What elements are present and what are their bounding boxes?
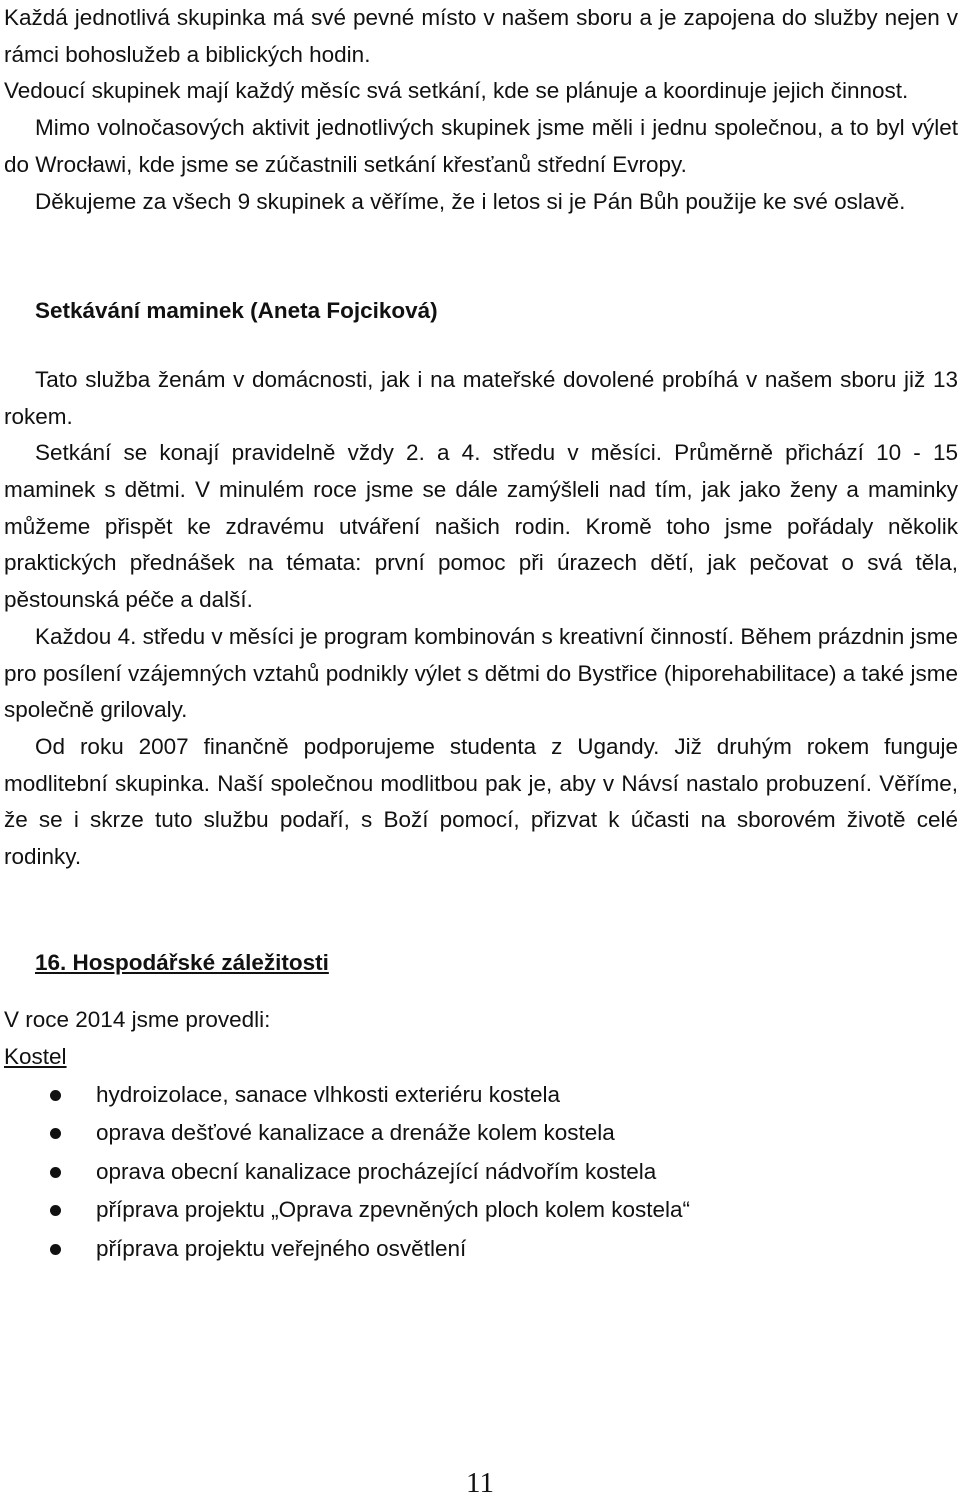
page-number: 11 (466, 1467, 494, 1499)
bullet-icon (50, 1244, 61, 1255)
groups-paragraph-2: Vedoucí skupinek mají každý měsíc svá setkání, kde se plánuje a koordinuje jejich činnost. (4, 78, 909, 104)
list-item-text: oprava dešťové kanalizace a drenáže kolem kostela (96, 1120, 615, 1146)
mothers-paragraph-1: Tato služba ženám v domácnosti, jak i na mateřské dovolené probíhá v našem sboru již 13 rokem. (4, 366, 958, 429)
mothers-paragraph-2: Setkání se konají pravidelně vždy 2. a 4. středu v měsíci. Průměrně přichází 10 - 15 maminek s dětmi. V minulém roce jsme se dále zamýšleli nad tím, jak jako ženy a maminky můžeme přispět ke zdravému utváření našich rodin. Kromě toho jsme pořádaly několik praktických přednášek na témata: první pomoc při úrazech dětí, jak pečovat o svá těla, pěstounská péče a další. (4, 440, 958, 613)
document-body (4, 0, 958, 1268)
economic-section-title: 16. Hospodářské záležitosti (35, 949, 329, 975)
bullet-icon (50, 1128, 61, 1139)
list-item (4, 1191, 958, 1230)
bullet-icon (50, 1205, 61, 1216)
list-item (4, 1114, 958, 1153)
list-item (4, 1230, 958, 1269)
mothers-section-heading: Setkávání maminek (Aneta Fojciková) (35, 298, 438, 324)
list-item-text: oprava obecní kanalizace procházející nádvořím kostela (96, 1158, 657, 1184)
list-item (4, 1153, 958, 1192)
bullet-icon (50, 1090, 61, 1101)
list-item-text: hydroizolace, sanace vlhkosti exteriéru kostela (96, 1081, 560, 1107)
list-item-text: příprava projektu veřejného osvětlení (96, 1235, 467, 1261)
mothers-paragraph-4: Od roku 2007 finančně podporujeme studenta z Ugandy. Již druhým rokem funguje modlitební skupinka. Naší společnou modlitbou pak je, aby v Návsí nastalo probuzení. Věříme, že se i skrze tuto službu podaří, s Boží pomocí, přizvat k účasti na sborovém životě celé rodinky. (4, 733, 958, 870)
list-item-text: příprava projektu „Oprava zpevněných ploch kolem kostela“ (96, 1197, 691, 1223)
economic-subheading: Kostel (4, 1044, 67, 1070)
bullet-icon (50, 1167, 61, 1178)
economic-items-list (4, 1076, 958, 1269)
economic-intro: V roce 2014 jsme provedli: (4, 1007, 271, 1033)
mothers-paragraph-3: Každou 4. středu v měsíci je program kombinován s kreativní činností. Během prázdnin jsme pro posílení vzájemných vztahů podnikly výlet s dětmi do Bystřice (hiporehabilitace) a také jsme společně grilovaly. (4, 623, 958, 723)
groups-paragraph-4: Děkujeme za všech 9 skupinek a věříme, že i letos si je Pán Bůh použije ke své oslavě. (35, 188, 906, 214)
groups-paragraph-1: Každá jednotlivá skupinka má své pevné místo v našem sboru a je zapojena do služby nejen v rámci bohoslužeb a biblických hodin. (4, 5, 958, 67)
groups-paragraph-3: Mimo volnočasových aktivit jednotlivých skupinek jsme měli i jednu společnou, a to byl výlet do Wrocławi, kde jsme se zúčastnili setkání křesťanů střední Evropy. (4, 115, 958, 177)
list-item (4, 1076, 958, 1115)
